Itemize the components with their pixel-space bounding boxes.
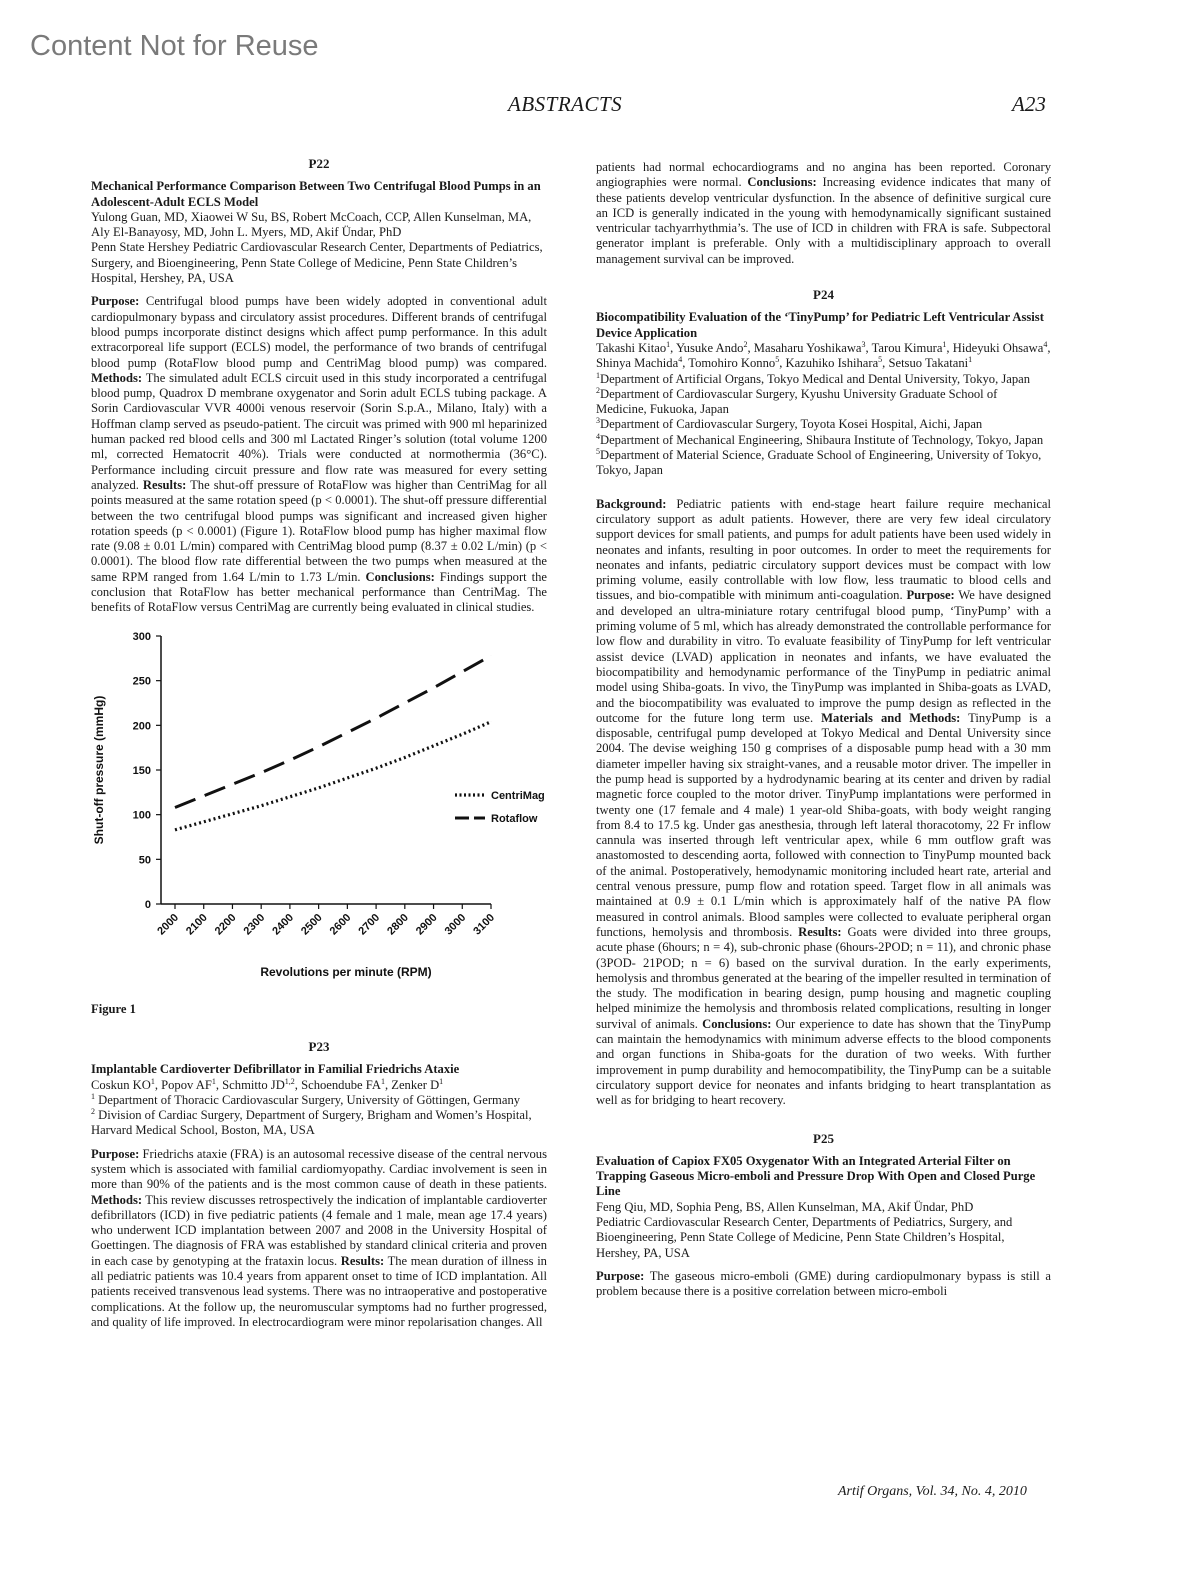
x-axis-label: Revolutions per minute (RPM) (260, 964, 432, 979)
affiliation-p24-1: $^1$Department of Artificial Organs, Tokyo Medical and Dental University, Tokyo, Japan (596, 370, 1031, 386)
x-tick-label: 3100 (471, 911, 498, 938)
affiliation-p24-4: $^4$Department of Mechanical Engineering, Shibaura Institute of Technology, Tokyo, Japan (596, 431, 1044, 447)
abstract-body-p23-continued: patients had normal echocardiograms and no angina has been reported. Coronary angiographies were normal. Conclusions: Increasing evidence indicates that many of these patients develop ventricular dysfunction. In the absence of definitive surgical cure an ICD is generally indicated in the young with hemodynamically significant sustained ventricular tachyarrhythmia’s. The use of ICD in children with FRA is safe. Subpectoral generator implant is preferable. Only with a multidisciplinary approach to overall management survival can be improved. (596, 160, 1051, 266)
chart-series-group (175, 655, 491, 829)
x-tick-label: 2900 (413, 911, 440, 938)
abstract-id-p25: P25 (813, 1130, 834, 1146)
x-tick-label: 2500 (298, 911, 325, 938)
y-tick-label: 200 (132, 719, 151, 732)
affiliation-p22: Penn State Hershey Pediatric Cardiovascular Research Center, Departments of Pediatrics, Surgery, and Bioengineering, Penn State College of Medicine, Penn State Children’s Hospital, Hershey, PA, USA (91, 240, 543, 286)
x-tick-label: 3000 (442, 911, 469, 938)
chart-legend (455, 790, 545, 825)
affiliation-p24-2: $^2$Department of Cardiovascular Surgery, Kyushu University Graduate School of Medicine, Fukuoka, Japan (596, 385, 998, 417)
abstract-id-p22: P22 (308, 156, 330, 171)
series-line-rotaflow (175, 655, 491, 807)
x-tick-label: 2200 (212, 911, 239, 938)
abstract-title-p24: Biocompatibility Evaluation of the ‘TinyPump’ for Pediatric Left Ventricular Assist Device Application (596, 310, 1044, 340)
abstract-id-p24: P24 (813, 287, 834, 303)
x-tick-label: 2700 (356, 911, 383, 938)
x-tick-label: 2600 (327, 911, 354, 938)
abstract-id-p23: P23 (308, 1038, 330, 1054)
y-tick-label: 250 (132, 675, 151, 688)
figure-1-chart (91, 628, 547, 998)
affiliation-p23-1: $^1$ Department of Thoracic Cardiovascular Surgery, University of Göttingen, Germany (91, 1091, 521, 1107)
y-tick-label: 0 (144, 898, 151, 911)
x-tick-label: 2000 (155, 911, 182, 938)
abstract-body-p22: Purpose: Centrifugal blood pumps have been widely adopted in conventional adult cardiopulmonary bypass and circulatory assist procedures. Different brands of centrifugal blood pumps incorporate distinct designs which affect pump performance. In this adult extracorporeal life support (ECLS) model, the performance of two brands of centrifugal blood pump (RotaFlow blood pump and CentriMag blood pump) was compared. Methods: The simulated adult ECLS circuit used in this study incorporated a centrifugal blood pump, Quadrox D membrane oxygenator and Sorin adult ECLS tubing package. A Sorin Cardiovascular VVR 4000i venous reservoir (Sorin S.p.A., Milano, Italy) with a Hoffman clamp served as pseudo-patient. The circuit was primed with 900 ml heparinized human packed red blood cells and 300 ml Lactated Ringer’s solution (total volume 1200 ml, corrected Hematocrit 40%). Trials were conducted at normothermia (36°C). Performance including circuit pressure and flow rate was measured for every setting analyzed. Results: The shut-off pressure of RotaFlow was higher than CentriMag for all points measured at the same rotation speed (p < 0.0001). The shut-off pressure differential between the two centrifugal blood pumps was significant and increased given higher rotation speeds (p < 0.0001) (Figure 1). RotaFlow blood pump has higher maximal flow rate (9.08 ± 0.01 L/min) compared with CentriMag blood pump (8.37 ± 0.02 L/min) (p < 0.0001). The blood flow rate differential between the two pumps when measured at the same RPM ranged from 1.64 L/min to 1.73 L/min. Conclusions: Findings support the conclusion that RotaFlow has better mechanical performance than CentriMag. The benefits of RotaFlow versus CentriMag are currently being evaluated in clinical studies. (91, 294, 547, 615)
line-chart (91, 628, 547, 998)
y-axis-label: Shut-off pressure (mmHg) (92, 695, 106, 844)
figure-caption: Figure 1 (91, 1001, 136, 1016)
abstract-body-p25: Purpose: The gaseous micro-emboli (GME) during cardiopulmonary bypass is still a problem because there is a positive correlation between micro-emboli (596, 1268, 1051, 1299)
affiliation-p24-3: $^3$Department of Cardiovascular Surgery, Toyota Kosei Hospital, Aichi, Japan (596, 416, 983, 432)
authors-p24: Takashi Kitao$^1$, Yusuke Ando$^2$, Masaharu Yoshikawa$^3$, Tarou Kimura$^1$, Hideyuki Ohsawa$^4$, Shinya Machida$^4$, Tomohiro Konno$^5$, Kazuhiko Ishihara$^5$, Setsuo Takatani$^1$ (596, 339, 1051, 371)
affiliations-p24 (596, 372, 1051, 479)
x-tick-label: 2300 (241, 911, 268, 938)
abstract-body-p23: Purpose: Friedrichs ataxie (FRA) is an autosomal recessive disease of the central nervous system which is associated with familial cardiomyopathy. Cardiac involvement is seen in more than 90% of the patients and is the most common cause of death in these patients. Methods: This review discusses retrospectively the indication of implantable cardioverter defibrillators (ICD) in five pediatric patients (4 female and 1 male, mean age 17.4 years) who underwent ICD implantation between 2007 and 2008 in the University Hospital of Goettingen. The diagnosis of FRA was established by standard clinical criteria and proven in each case by genotyping at the frataxin locus. Results: The mean duration of illness in all pediatric patients was 10.4 years from apparent onset to time of ICD implantation. All patients received transvenous lead systems. There was no intraoperative and postoperative complications. At the follow up, the neuromuscular symptoms had no further progressed, and quality of life improved. In electrocardiogram were minor repolarisation changes. All (91, 1146, 547, 1329)
affiliation-p25: Pediatric Cardiovascular Research Center, Departments of Pediatrics, Surgery, and Bioengineering, Penn State College of Medicine, Penn State Children’s Hospital, Hershey, PA, USA (596, 1215, 1013, 1260)
page-number: A23 (1012, 92, 1046, 116)
affiliation-p24-5: $^5$Department of Material Science, Graduate School of Engineering, University of Tokyo, Tokyo, Japan (596, 446, 1042, 478)
affiliation-p23-2: $^2$ Division of Cardiac Surgery, Department of Surgery, Brigham and Women’s Hospital, Harvard Medical School, Boston, MA, USA (91, 1106, 532, 1138)
right-column (596, 160, 1051, 1299)
abstract-title-p23: Implantable Cardioverter Defibrillator in Familial Friedrichs Ataxie (91, 1062, 460, 1077)
abstract-body-p24: Background: Pediatric patients with end-stage heart failure require mechanical circulatory support as adult patients. However, there are very few ideal circulatory support devices for small patients, and pumps for adult patients have been used widely in neonates and infants, resulting in poor outcomes. In order to meet the requirements for neonates and infants, pediatric circulatory support devices must be compact with low priming volume, easily controllable with low flow, less traumatic to blood cells and tissues, and bio-compatible with minimum anti-coagulation. Purpose: We have designed and developed an ultra-miniature rotary centrifugal blood pump, ‘TinyPump’ with a priming volume of 5 ml, which has already demonstrated the controllable performance for low flow and durability in vitro. To evaluate feasibility of TinyPump for left ventricular assist device (LVAD) application in neonates and infants, we have evaluated the biocompatibility and hemodynamic performance of the TinyPump in pediatric animal model using Shiba-goats. In vivo, the TinyPump was implanted in Shiba-goats as LVAD, and the biocompatibility was evaluated to improve the pump design as reflected in the outcome for the future long term use. Materials and Methods: TinyPump is a disposable, centrifugal pump developed at Tokyo Medical and Dental University since 2004. The devise weighing 150 g comprises of a disposable pump head with a 30 mm diameter impeller having six straight-vanes, and a reusable motor driver. The impeller in the pump head is supported by a hydrodynamic bearing at its center and driven by radial magnetic force coupled to the motor driver. TinyPump implantations were performed in twenty one (17 female and 4 male) 1 year-old Shiba-goats, with body weight ranging from 8.4 to 17.5 kg. Under gas anesthesia, through left lateral thoracotomy, 22 Fr inflow cannula was inserted through left ventricular apex, while 6 mm outflow graft was anastomosted to descending aorta, followed with connection to TinyPump mounted back of the animal. Postoperatively, hemodynamic monitoring included heart rate, arterial and central venous pressure, pump flow and rotation speed. Target flow in all animals was maintained at 0.9 ± 0.1 L/min which is approximately half of the native PA flow measured in control animals. Blood samples were collected to evaluate peripheral organ functions, hemolysis and thrombosis. Results: Goats were divided into three groups, acute phase (6hours; n = 4), sub-chronic phase (6hours-2POD; n = 11), and chronic phase (3POD- 21POD; n = 6) based on the survival duration. In the early experiments, hemolysis and thrombus generated at the bearing of the impeller resulted in termination of the study. The modification in bearing design, pump housing and magnetic coupling helped minimize the hemolysis and thrombosis related complications, resulting in longer survival of animals. Conclusions: Our experience to date has shown that the TinyPump can maintain the hemodynamics with minimum adverse effects to the blood components and organ functions in Shiba-goats for the duration of two weeks. With further improvement in pump durability and hemocompatibility, the TinyPump can be a suitable circulatory support device for neonates and infants bridging to heart transplantation as well as for bridging to heart recovery. (596, 496, 1051, 1108)
legend-label-rotaflow: Rotaflow (491, 812, 538, 825)
y-tick-label: 300 (132, 630, 151, 643)
x-tick-label: 2100 (184, 911, 210, 938)
authors-p25: Feng Qiu, MD, Sophia Peng, BS, Allen Kunselman, MA, Akif Ündar, PhD (596, 1199, 974, 1214)
y-tick-label: 150 (132, 764, 151, 777)
x-tick-label: 2400 (270, 911, 297, 938)
legend-label-centrimag: CentriMag (491, 789, 545, 802)
authors-p23: Coskun $KO^1$, Popov $AF^1$, Schmitto JD$^{1,2}$, Schoendube $FA^1$, Zenker $D^1$ (91, 1076, 444, 1092)
abstract-title-p25: Evaluation of Capiox FX05 Oxygenator With an Integrated Arterial Filter on Trapping Gaseous Micro-emboli and Pressure Drop With Open and Closed Purge Line (596, 1153, 1036, 1199)
x-tick-label: 2800 (385, 911, 411, 938)
journal-footer: Artif Organs, Vol. 34, No. 4, 2010 (838, 1484, 1027, 1499)
authors-p22: Yulong Guan, MD, Xiaowei W Su, BS, Robert McCoach, CCP, Allen Kunselman, MA, Aly El-Banayosy, MD, John L. Myers, MD, Akif Ündar, PhD (91, 209, 532, 240)
y-tick-label: 50 (138, 853, 151, 866)
watermark: Content Not for Reuse (30, 30, 319, 62)
y-tick-label: 100 (132, 809, 151, 822)
chart-axes (92, 631, 497, 979)
abstract-title-p22: Mechanical Performance Comparison Between Two Centrifugal Blood Pumps in an Adolescent-Adult ECLS Model (91, 179, 541, 209)
left-column (91, 156, 547, 1330)
running-head: ABSTRACTS (508, 92, 623, 116)
